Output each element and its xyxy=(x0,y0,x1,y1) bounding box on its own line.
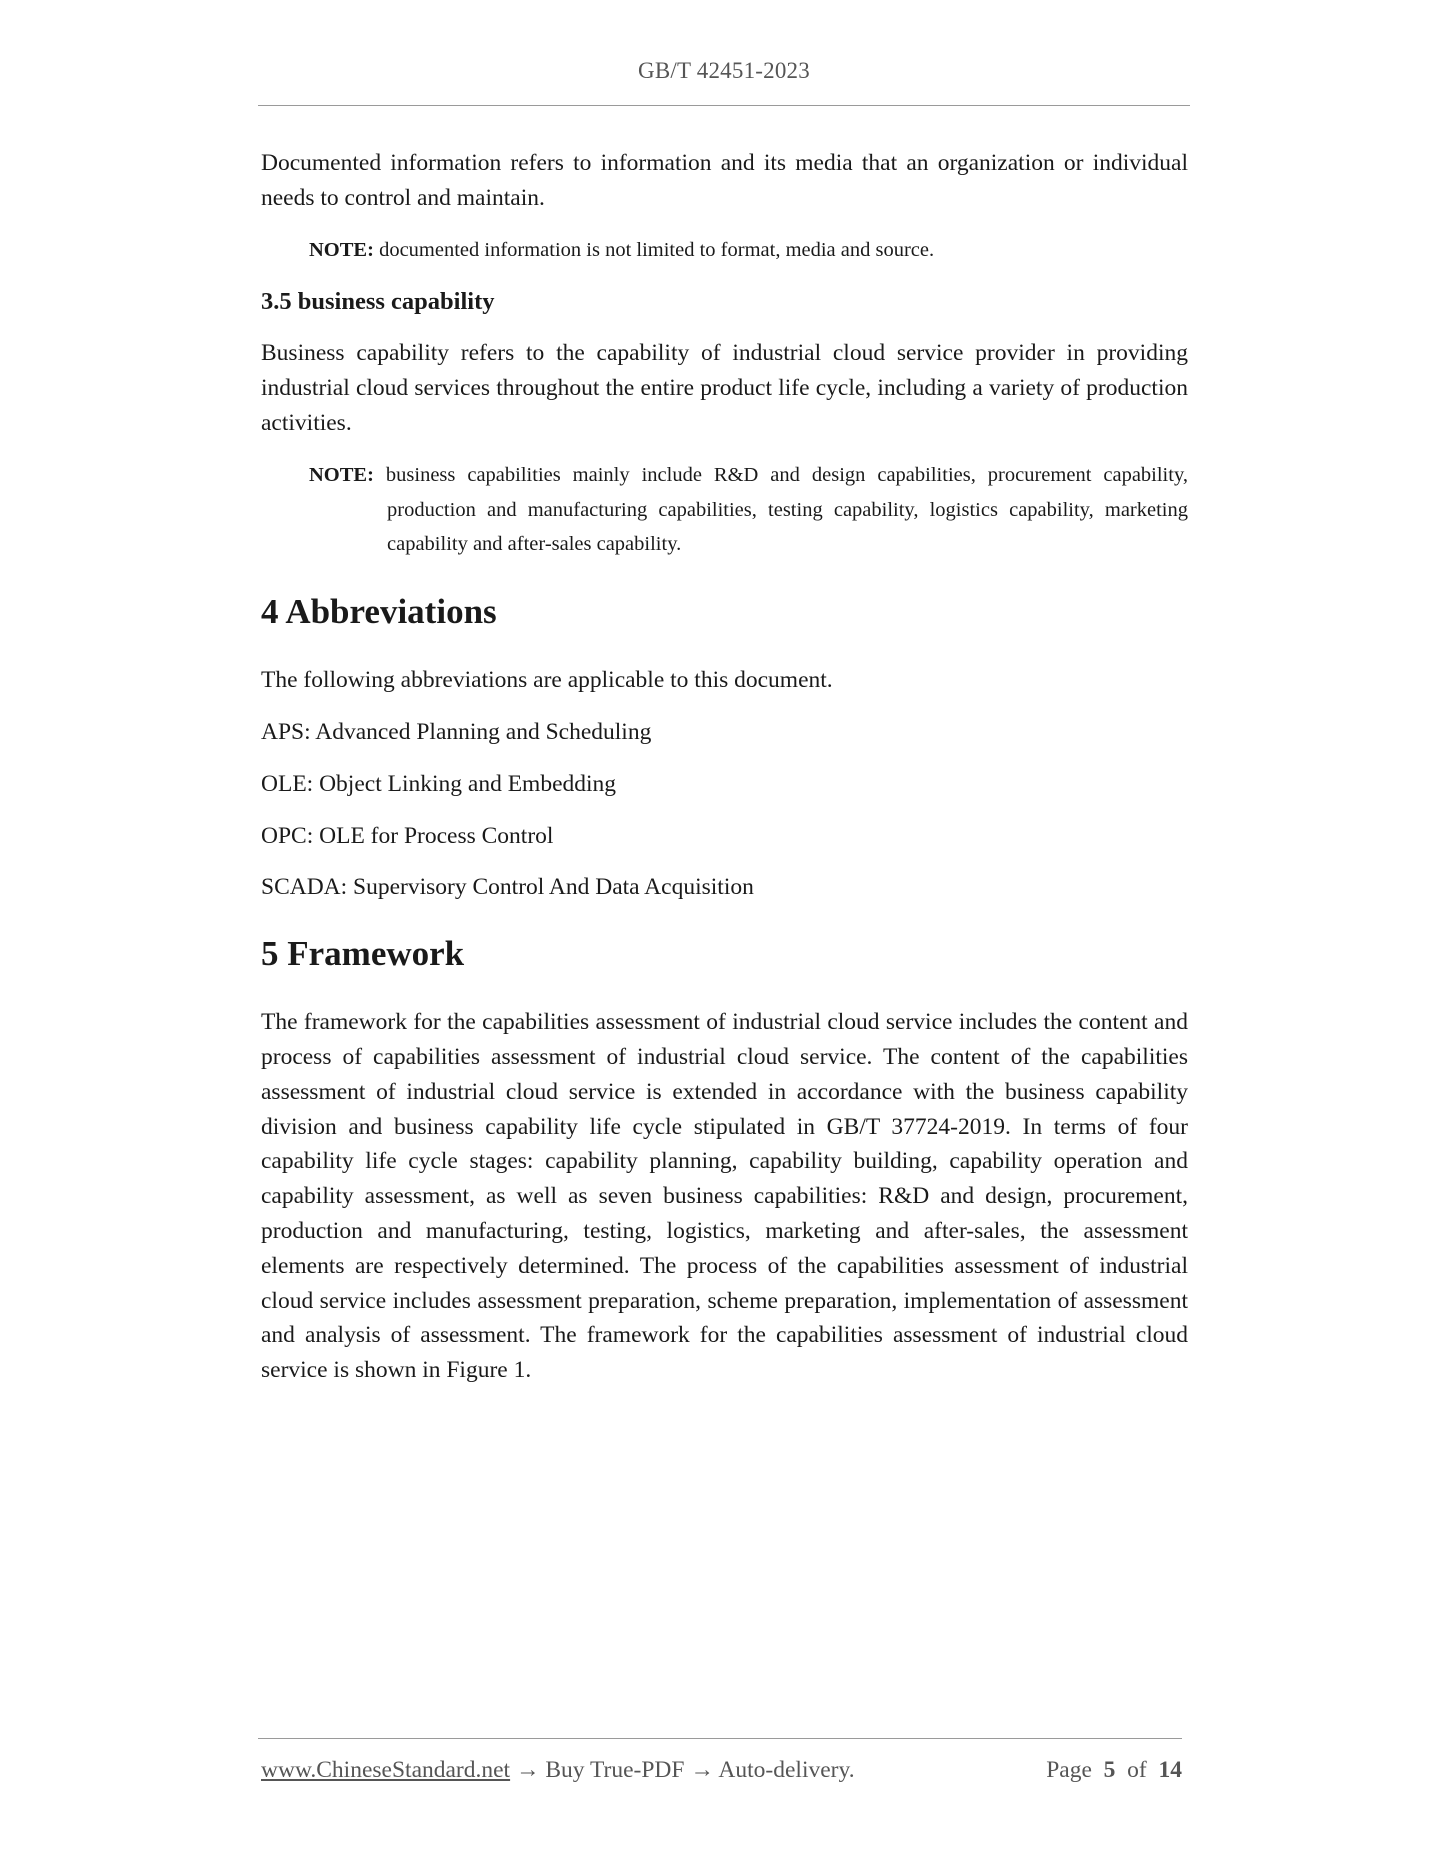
paragraph-documented-information: Documented information refers to information and its media that an organization or individual needs to control and maintain. xyxy=(261,150,1188,211)
page-header: GB/T 42451-2023 xyxy=(638,58,810,83)
footer-left xyxy=(261,1757,855,1784)
page-footer xyxy=(261,1757,1182,1784)
abbreviation-item: OLE: Object Linking and Embedding xyxy=(261,770,617,797)
note-label: NOTE: xyxy=(309,463,374,486)
note-business-capabilities xyxy=(309,458,1188,562)
abbreviation-item: APS: Advanced Planning and Scheduling xyxy=(261,718,652,745)
note-label: NOTE: xyxy=(309,238,374,261)
abbreviation-item: OPC: OLE for Process Control xyxy=(261,822,554,849)
section-heading-abbreviations: 4 Abbreviations xyxy=(261,592,497,632)
header-divider xyxy=(258,105,1190,106)
footer-divider xyxy=(258,1738,1182,1739)
note-text: business capabilities mainly include R&D and design capabilities, procurement capability, production and manufacturing capabilities, testing capability, logistics capability, marketing capability and after-sales capability. xyxy=(373,463,1188,556)
page-number xyxy=(1046,1757,1182,1784)
section-heading-framework: 5 Framework xyxy=(261,934,465,974)
paragraph-framework: The framework for the capabilities assessment of industrial cloud service includes the content and process of capabilities assessment of industrial cloud service. The content of the capabilities assessment of industrial cloud service is extended in accordance with the business capability division and business capability life cycle stipulated in GB/T 37724-2019. In terms of four capability life cycle stages: capability planning, capability building, capability operation and capability assessment, as well as seven business capabilities: R&D and design, procurement, production and manufacturing, testing, logistics, marketing and after-sales, the assessment elements are respectively determined. The process of the capabilities assessment of industrial cloud service includes assessment preparation, scheme preparation, implementation of assessment and analysis of assessment. The framework for the capabilities assessment of industrial cloud service is shown in Figure 1. xyxy=(261,1009,1188,1384)
paragraph-business-capability: Business capability refers to the capability of industrial cloud service provider in providing industrial cloud services throughout the entire product life cycle, including a variety of production activities. xyxy=(261,340,1188,436)
arrow-icon: → xyxy=(684,1757,719,1783)
site-link[interactable]: www.ChineseStandard.net xyxy=(261,1757,511,1783)
page-current: 5 xyxy=(1103,1757,1116,1783)
page-label: Page xyxy=(1046,1757,1092,1783)
note-text: documented information is not limited to format, media and source. xyxy=(373,238,935,261)
abbreviations-intro: The following abbreviations are applicable to this document. xyxy=(261,667,833,694)
auto-delivery-text: Auto-delivery. xyxy=(718,1757,855,1783)
page-content xyxy=(261,146,1188,1388)
subsection-heading-3-5: 3.5 business capability xyxy=(261,288,495,316)
page-of-label: of xyxy=(1127,1757,1147,1783)
page-total: 14 xyxy=(1158,1757,1182,1783)
note-documented-information xyxy=(309,233,1188,268)
abbreviation-item: SCADA: Supervisory Control And Data Acquisition xyxy=(261,874,754,901)
arrow-icon: → xyxy=(510,1757,546,1783)
buy-true-pdf-text: Buy True-PDF xyxy=(545,1757,685,1783)
